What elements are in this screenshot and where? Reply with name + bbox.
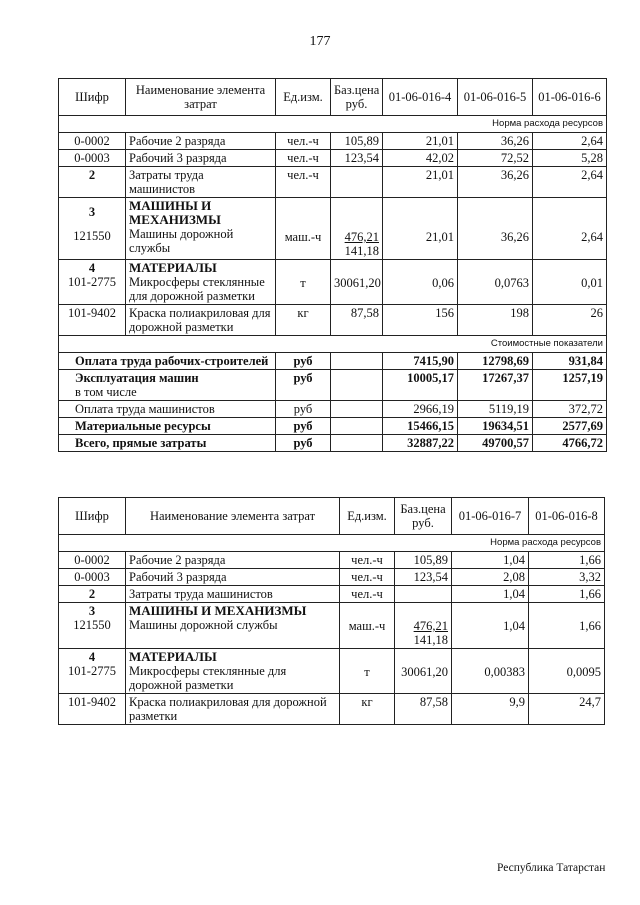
row-code: 2 bbox=[59, 586, 126, 603]
cost-unit: руб bbox=[276, 353, 331, 370]
cost-row bbox=[59, 401, 607, 418]
row-v1: 21,01 bbox=[383, 167, 458, 198]
cost-v2: 12798,69 bbox=[458, 353, 533, 370]
machines-sub-name: Машины дорожной службы bbox=[129, 227, 234, 255]
row-price: 123,54 bbox=[395, 569, 452, 586]
table-header-row bbox=[59, 79, 607, 116]
material-price: 30061,20 bbox=[331, 260, 383, 305]
incl-label: в том числе bbox=[75, 385, 137, 399]
cost-price bbox=[331, 370, 383, 401]
header-name: Наименование элемента затрат bbox=[126, 79, 276, 116]
material-price: 87,58 bbox=[395, 694, 452, 725]
machines-price-b: 141,18 bbox=[413, 633, 448, 647]
cost-price bbox=[331, 401, 383, 418]
machines-code: 3 bbox=[88, 604, 96, 618]
cost-v1: 10005,17 bbox=[383, 370, 458, 401]
cost-name: Оплата труда рабочих-строителей bbox=[59, 353, 276, 370]
material-unit: кг bbox=[276, 305, 331, 336]
table-row bbox=[59, 694, 605, 725]
machines-price-cell bbox=[331, 198, 383, 260]
row-price: 105,89 bbox=[395, 552, 452, 569]
row-name: Рабочий 3 разряда bbox=[126, 569, 340, 586]
materials-code-cell bbox=[59, 649, 126, 694]
cost-row bbox=[59, 370, 607, 401]
row-code: 0-0002 bbox=[59, 552, 126, 569]
row-price bbox=[331, 167, 383, 198]
machines-code: 3 bbox=[88, 205, 96, 219]
material-unit: кг bbox=[340, 694, 395, 725]
header-col1: 01-06-016-4 bbox=[383, 79, 458, 116]
material-name: Микросферы стеклянные для дорожной разметки bbox=[129, 275, 265, 303]
material-v2: 198 bbox=[458, 305, 533, 336]
material-v1: 0,00383 bbox=[452, 649, 529, 694]
material-v1: 0,06 bbox=[383, 260, 458, 305]
page-number: 177 bbox=[309, 34, 331, 49]
machines-title: МАШИНЫ И МЕХАНИЗМЫ bbox=[129, 198, 221, 227]
cost-unit: руб bbox=[276, 370, 331, 401]
cost-unit: руб bbox=[276, 418, 331, 435]
header-unit: Ед.изм. bbox=[276, 79, 331, 116]
cost-name: Материальные ресурсы bbox=[59, 418, 276, 435]
cost-price bbox=[331, 435, 383, 452]
norm-label-row bbox=[59, 116, 607, 133]
row-name: Затраты труда машинистов bbox=[126, 167, 276, 198]
cost-v1: 2966,19 bbox=[383, 401, 458, 418]
header-unit: Ед.изм. bbox=[340, 498, 395, 535]
row-unit: чел.-ч bbox=[276, 133, 331, 150]
row-v3: 5,28 bbox=[533, 150, 607, 167]
norm-label: Норма расхода ресурсов bbox=[59, 116, 607, 133]
cost-v3: 931,84 bbox=[533, 353, 607, 370]
cost-v1: 7415,90 bbox=[383, 353, 458, 370]
materials-section-row bbox=[59, 649, 605, 694]
machines-price-b: 141,18 bbox=[344, 244, 379, 258]
machines-sub-code: 121550 bbox=[73, 229, 111, 243]
row-price: 105,89 bbox=[331, 133, 383, 150]
header-name: Наименование элемента затрат bbox=[126, 498, 340, 535]
machines-title: МАШИНЫ И МЕХАНИЗМЫ bbox=[129, 603, 307, 618]
cost-unit: руб bbox=[276, 401, 331, 418]
machines-name-cell bbox=[126, 603, 340, 649]
cost-v3: 372,72 bbox=[533, 401, 607, 418]
table-row bbox=[59, 586, 605, 603]
materials-code: 4 bbox=[88, 650, 96, 664]
row-name: Рабочий 3 разряда bbox=[126, 150, 276, 167]
header-price: Баз.цена руб. bbox=[395, 498, 452, 535]
cost-price bbox=[331, 353, 383, 370]
cost-v2: 19634,51 bbox=[458, 418, 533, 435]
header-code: Шифр bbox=[59, 498, 126, 535]
header-col2: 01-06-016-5 bbox=[458, 79, 533, 116]
material-unit: т bbox=[340, 649, 395, 694]
machines-section-row bbox=[59, 603, 605, 649]
table-header-row bbox=[59, 498, 605, 535]
row-v1: 1,04 bbox=[452, 586, 529, 603]
row-v2: 1,66 bbox=[529, 552, 605, 569]
table-row bbox=[59, 167, 607, 198]
machines-price-cell bbox=[395, 603, 452, 649]
material-code: 101-2775 bbox=[68, 664, 116, 678]
footer-region: Республика Татарстан bbox=[497, 862, 606, 874]
cost-v1: 32887,22 bbox=[383, 435, 458, 452]
cost-v2: 49700,57 bbox=[458, 435, 533, 452]
material-v1: 156 bbox=[383, 305, 458, 336]
row-name: Рабочие 2 разряда bbox=[126, 552, 340, 569]
materials-title: МАТЕРИАЛЫ bbox=[129, 649, 217, 664]
machines-section-row bbox=[59, 198, 607, 260]
row-v3: 2,64 bbox=[533, 167, 607, 198]
material-name: Краска полиакриловая для дорожной разметки bbox=[126, 694, 340, 725]
header-col3: 01-06-016-6 bbox=[533, 79, 607, 116]
row-v1: 1,04 bbox=[452, 552, 529, 569]
cost-name: Всего, прямые затраты bbox=[59, 435, 276, 452]
row-unit: чел.-ч bbox=[340, 569, 395, 586]
cost-price bbox=[331, 418, 383, 435]
material-price: 30061,20 bbox=[395, 649, 452, 694]
row-v2: 3,32 bbox=[529, 569, 605, 586]
cost-v1: 15466,15 bbox=[383, 418, 458, 435]
material-unit: т bbox=[276, 260, 331, 305]
material-code: 101-2775 bbox=[68, 275, 116, 289]
row-price bbox=[395, 586, 452, 603]
table-row bbox=[59, 552, 605, 569]
norm-label: Норма расхода ресурсов bbox=[59, 535, 605, 552]
row-code: 0-0003 bbox=[59, 150, 126, 167]
machines-sub-name: Машины дорожной службы bbox=[129, 618, 278, 632]
row-unit: чел.-ч bbox=[276, 150, 331, 167]
materials-name-cell bbox=[126, 260, 276, 305]
machines-v2: 36,26 bbox=[458, 198, 533, 260]
row-v2: 72,52 bbox=[458, 150, 533, 167]
table-row bbox=[59, 133, 607, 150]
machines-price-a: 476,21 bbox=[413, 619, 448, 633]
machines-unit: маш.-ч bbox=[340, 603, 395, 649]
row-code: 2 bbox=[59, 167, 126, 198]
header-col1: 01-06-016-7 bbox=[452, 498, 529, 535]
row-name: Затраты труда машинистов bbox=[126, 586, 340, 603]
machines-unit: маш.-ч bbox=[276, 198, 331, 260]
machines-v1: 1,04 bbox=[452, 603, 529, 649]
row-code: 0-0002 bbox=[59, 133, 126, 150]
cost-row bbox=[59, 435, 607, 452]
cost-v2: 5119,19 bbox=[458, 401, 533, 418]
material-name: Микросферы стеклянные для дорожной разметки bbox=[129, 664, 287, 692]
materials-code-cell bbox=[59, 260, 126, 305]
machines-code-cell bbox=[59, 603, 126, 649]
row-v2: 1,66 bbox=[529, 586, 605, 603]
material-code: 101-9402 bbox=[59, 305, 126, 336]
norm-label-row bbox=[59, 535, 605, 552]
machines-name-cell bbox=[126, 198, 276, 260]
row-v1: 21,01 bbox=[383, 133, 458, 150]
row-code: 0-0003 bbox=[59, 569, 126, 586]
row-v1: 2,08 bbox=[452, 569, 529, 586]
row-unit: чел.-ч bbox=[276, 167, 331, 198]
machines-v2: 1,66 bbox=[529, 603, 605, 649]
material-name: Краска полиакриловая для дорожной разметки bbox=[126, 305, 276, 336]
row-v3: 2,64 bbox=[533, 133, 607, 150]
cost-v2: 17267,37 bbox=[458, 370, 533, 401]
row-v2: 36,26 bbox=[458, 133, 533, 150]
table-row bbox=[59, 569, 605, 586]
material-v3: 0,01 bbox=[533, 260, 607, 305]
cost-row bbox=[59, 353, 607, 370]
material-price: 87,58 bbox=[331, 305, 383, 336]
resource-table-1 bbox=[58, 78, 607, 452]
machines-price-a: 476,21 bbox=[344, 230, 379, 244]
materials-name-cell bbox=[126, 649, 340, 694]
machines-code-cell bbox=[59, 198, 126, 260]
table-row bbox=[59, 305, 607, 336]
row-unit: чел.-ч bbox=[340, 552, 395, 569]
table-row bbox=[59, 150, 607, 167]
material-v1: 9,9 bbox=[452, 694, 529, 725]
cost-row bbox=[59, 418, 607, 435]
machines-v1: 21,01 bbox=[383, 198, 458, 260]
material-v2: 0,0763 bbox=[458, 260, 533, 305]
materials-code: 4 bbox=[88, 261, 96, 275]
row-price: 123,54 bbox=[331, 150, 383, 167]
header-col2: 01-06-016-8 bbox=[529, 498, 605, 535]
header-price: Баз.цена руб. bbox=[331, 79, 383, 116]
row-v2: 36,26 bbox=[458, 167, 533, 198]
materials-title: МАТЕРИАЛЫ bbox=[129, 260, 217, 275]
cost-unit: руб bbox=[276, 435, 331, 452]
cost-v3: 4766,72 bbox=[533, 435, 607, 452]
material-v3: 26 bbox=[533, 305, 607, 336]
row-unit: чел.-ч bbox=[340, 586, 395, 603]
material-v2: 0,0095 bbox=[529, 649, 605, 694]
cost-label-row bbox=[59, 336, 607, 353]
row-name: Рабочие 2 разряда bbox=[126, 133, 276, 150]
machines-v3: 2,64 bbox=[533, 198, 607, 260]
row-v1: 42,02 bbox=[383, 150, 458, 167]
material-v2: 24,7 bbox=[529, 694, 605, 725]
cost-v3: 1257,19 bbox=[533, 370, 607, 401]
machines-sub-code: 121550 bbox=[73, 618, 111, 632]
cost-label: Стоимостные показатели bbox=[59, 336, 607, 353]
material-code: 101-9402 bbox=[59, 694, 126, 725]
header-code: Шифр bbox=[59, 79, 126, 116]
materials-section-row bbox=[59, 260, 607, 305]
cost-name-cell bbox=[59, 370, 276, 401]
cost-v3: 2577,69 bbox=[533, 418, 607, 435]
cost-name: Оплата труда машинистов bbox=[59, 401, 276, 418]
cost-name: Эксплуатация машин bbox=[75, 371, 199, 385]
resource-table-2 bbox=[58, 497, 605, 725]
